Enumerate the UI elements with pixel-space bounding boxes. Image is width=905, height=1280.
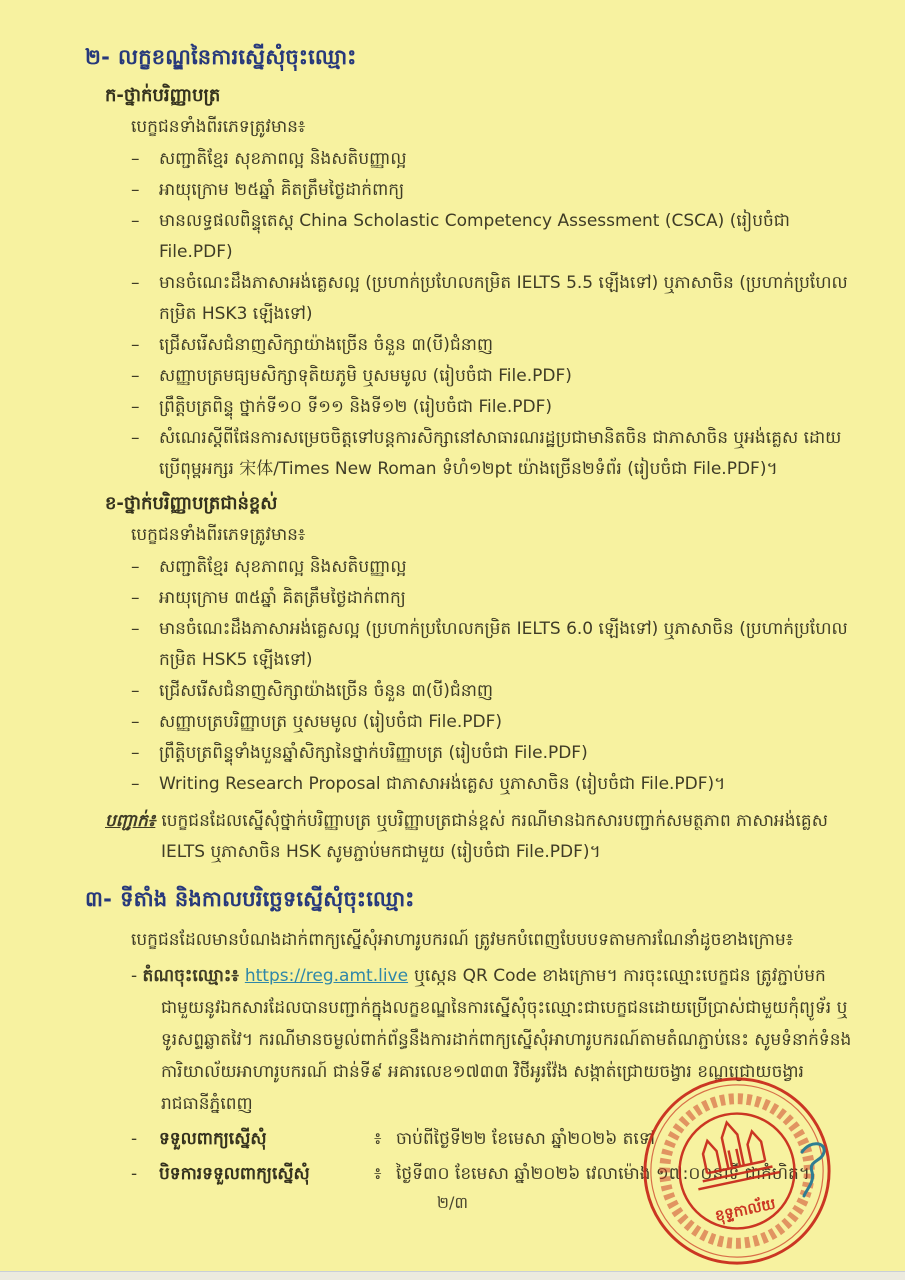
note-text: បេក្ខជនដែលស្នើសុំថ្នាក់បរិញ្ញាបត្រ ឬបរិញ្ញាបត្រជាន់ខ្ពស់ ករណីមានឯកសារបញ្ជាក់សមត្ថភាព ភាសាអង់គ្លេស IELTS ឬភាសាចិន HSK សូមភ្ជាប់មកជាមួយ (រៀបចំជា File.PDF)។ bbox=[161, 811, 828, 862]
bullet-dash: – bbox=[131, 588, 140, 608]
date-open-label: ទទួលពាក្យស្នើសុំ bbox=[159, 1129, 267, 1149]
requirement-text: ជ្រើសរើសជំនាញសិក្សាយ៉ាងច្រើន ចំនួន ៣(បី)ជំនាញ bbox=[159, 681, 494, 701]
date-close-label: បិទការទទួលពាក្យស្នើសុំ bbox=[159, 1164, 310, 1184]
list-item bbox=[131, 423, 853, 485]
subsection-a-title: ក-ថ្នាក់បរិញ្ញាបត្រ bbox=[105, 85, 221, 106]
list-item bbox=[131, 738, 853, 769]
list-item bbox=[131, 392, 853, 423]
page-number: ២/៣ bbox=[436, 1193, 469, 1212]
subsection-a-requirements bbox=[131, 144, 853, 485]
subsection-a-intro: បេក្ខជនទាំងពីរភេទត្រូវមាន៖ bbox=[131, 117, 306, 137]
requirement-text: Writing Research Proposal ជាភាសាអង់គ្លេស ឬភាសាចិន (រៀបចំជា File.PDF)។ bbox=[159, 774, 726, 794]
bullet-dash: – bbox=[131, 743, 140, 763]
list-item bbox=[131, 268, 853, 330]
requirement-text: សញ្ញាបត្របរិញ្ញាបត្រ ឬសមមូល (រៀបចំជា File.PDF) bbox=[159, 712, 502, 732]
list-item bbox=[131, 583, 853, 614]
section-3-title: ទីតាំង និងកាលបរិច្ឆេទស្នើសុំចុះឈ្មោះ bbox=[120, 887, 415, 911]
subsection-b-title: ខ-ថ្នាក់បរិញ្ញាបត្រជាន់ខ្ពស់ bbox=[105, 493, 278, 514]
bullet-dash: – bbox=[131, 681, 140, 701]
requirement-text: មានចំណេះដឹងភាសាអង់គ្លេសល្អ (ប្រហាក់ប្រហែលកម្រិត IELTS 5.5 ឡើងទៅ) ឬភាសាចិន (ប្រហាក់ប្រហែលកម្រិត HSK3 ឡើងទៅ) bbox=[159, 273, 848, 324]
note-paragraph bbox=[105, 806, 853, 868]
bullet-dash: – bbox=[131, 397, 140, 417]
list-item bbox=[131, 206, 853, 268]
registration-text: ឬស្កេន QR Code ខាងក្រោម។ ការចុះឈ្មោះបេក្ខជន ត្រូវភ្ជាប់មកជាមួយនូវឯកសារដែលបានបញ្ជាក់ក្នុងលក្ខខណ្ឌនៃការស្នើសុំចុះឈ្មោះជាបេក្ខជនដោយប្រើប្រាស់ជាមួយកុំព្យូទ័រ ឬទូរសព្ទឆ្លាតវៃ។ ករណីមានចម្ងល់ពាក់ព័ន្ធនឹងការដាក់ពាក្យស្នើសុំអាហារូបករណ៍តាមតំណភ្ជាប់នេះ សូមទំនាក់ទំនងការិយាល័យអាហារូបករណ៍ ជាន់ទី៩ អគារលេខ១៧៣៣ វិថីអូរវ៉ែង សង្កាត់ជ្រោយចង្វារ ខណ្ឌជ្រោយចង្វារ រាជធានីភ្នំពេញ bbox=[161, 966, 852, 1114]
list-item bbox=[131, 552, 853, 583]
bullet-dash: – bbox=[131, 557, 140, 577]
registration-link[interactable]: https://reg.amt.live bbox=[244, 966, 409, 986]
document-content bbox=[85, 44, 853, 1192]
list-item bbox=[131, 614, 853, 676]
requirement-text: សញ្ជាតិខ្មែរ សុខភាពល្អ និងសតិបញ្ញាល្អ bbox=[159, 149, 407, 169]
section-3-number: ៣- bbox=[85, 887, 113, 911]
section-3-heading bbox=[85, 886, 853, 917]
note-label: បញ្ជាក់៖ bbox=[105, 811, 156, 831]
bullet-dash: – bbox=[131, 273, 140, 293]
requirement-text: មានចំណេះដឹងភាសាអង់គ្លេសល្អ (ប្រហាក់ប្រហែលកម្រិត IELTS 6.0 ឡើងទៅ) ឬភាសាចិន (ប្រហាក់ប្រហែលកម្រិត HSK5 ឡើងទៅ) bbox=[159, 619, 848, 670]
requirement-text: អាយុក្រោម ២៥ឆ្នាំ គិតត្រឹមថ្ងៃដាក់ពាក្យ bbox=[159, 180, 405, 200]
requirement-text: ព្រឹត្តិបត្រពិន្ទុទាំងបួនឆ្នាំសិក្សានៃថ្នាក់បរិញ្ញាបត្រ (រៀបចំជា File.PDF) bbox=[159, 743, 588, 763]
pen-mark bbox=[796, 1138, 838, 1200]
temple-icon bbox=[686, 1114, 780, 1189]
bullet-dash: – bbox=[131, 428, 140, 448]
list-item bbox=[131, 175, 853, 206]
bullet-dash: – bbox=[131, 149, 140, 169]
bullet-dash: – bbox=[131, 366, 140, 386]
bullet-dash: – bbox=[131, 180, 140, 200]
date-open-value: ចាប់ពីថ្ងៃទី២២ ខែមេសា ឆ្នាំ២០២៦ តទៅ bbox=[396, 1129, 656, 1149]
list-item bbox=[131, 707, 853, 738]
colon-separator: ៖ bbox=[374, 1129, 382, 1149]
bullet-dash: – bbox=[131, 619, 140, 639]
requirement-text: សញ្ញាបត្រមធ្យមសិក្សាទុតិយភូមិ ឬសមមូល (រៀបចំជា File.PDF) bbox=[159, 366, 572, 386]
section-2-heading bbox=[85, 44, 853, 75]
requirement-text: មានលទ្ធផលពិន្ទុតេស្ត China Scholastic Competency Assessment (CSCA) (រៀបចំជា File.PDF) bbox=[159, 211, 790, 262]
list-item bbox=[131, 769, 853, 800]
list-item bbox=[131, 144, 853, 175]
list-item bbox=[131, 330, 853, 361]
colon-separator: ៖ bbox=[374, 1164, 382, 1184]
requirement-text: សញ្ជាតិខ្មែរ សុខភាពល្អ និងសតិបញ្ញាល្អ bbox=[159, 557, 407, 577]
page-bottom-edge bbox=[0, 1271, 905, 1280]
bullet-dash: – bbox=[131, 335, 140, 355]
list-item bbox=[131, 361, 853, 392]
registration-label: តំណចុះឈ្មោះ៖ bbox=[142, 966, 239, 986]
requirement-text: ព្រឹត្តិបត្រពិន្ទុ ថ្នាក់ទី១០ ទី១១ និងទី១២ (រៀបចំជា File.PDF) bbox=[159, 397, 553, 417]
subsection-b-requirements bbox=[131, 552, 853, 800]
requirement-text: សំណេរស្តីពីផែនការសម្រេចចិត្តទៅបន្តការសិក្សានៅសាធារណរដ្ឋប្រជាមានិតចិន ជាភាសាចិន ឬអង់គ្លេស ដោយប្រើពុម្ពអក្សរ 宋体/Times New Roman ទំហំ១២pt យ៉ាងច្រើន២ទំព័រ (រៀបចំជា File.PDF)។ bbox=[159, 428, 842, 479]
section-3-intro: បេក្ខជនដែលមានបំណងដាក់ពាក្យស្នើសុំអាហារូបករណ៍ ត្រូវមកបំពេញបែបបទតាមការណែនាំដូចខាងក្រោម៖ bbox=[131, 930, 794, 950]
bullet-dash: – bbox=[131, 211, 140, 231]
requirement-text: ជ្រើសរើសជំនាញសិក្សាយ៉ាងច្រើន ចំនួន ៣(បី)ជំនាញ bbox=[159, 335, 494, 355]
bullet-dash: - bbox=[131, 1164, 138, 1184]
section-2-title: លក្ខខណ្ឌនៃការស្នើសុំចុះឈ្មោះ bbox=[118, 45, 357, 69]
section-2-number: ២- bbox=[85, 45, 111, 69]
bullet-dash: - bbox=[131, 1129, 138, 1149]
subsection-b-intro: បេក្ខជនទាំងពីរភេទត្រូវមាន៖ bbox=[131, 525, 306, 545]
bullet-dash: - bbox=[131, 966, 138, 986]
requirement-text: អាយុក្រោម ៣៥ឆ្នាំ គិតត្រឹមថ្ងៃដាក់ពាក្យ bbox=[159, 588, 406, 608]
bullet-dash: – bbox=[131, 712, 140, 732]
bullet-dash: – bbox=[131, 774, 140, 794]
list-item bbox=[131, 676, 853, 707]
stamp-center-text: ខុទ្ទកាល័យ bbox=[713, 1194, 778, 1225]
date-close-value: ថ្ងៃទី៣០ ខែមេសា ឆ្នាំ២០២៦ វេលាម៉ោង ១៧:០០នាទី ជាកំហិត។ bbox=[396, 1164, 811, 1184]
